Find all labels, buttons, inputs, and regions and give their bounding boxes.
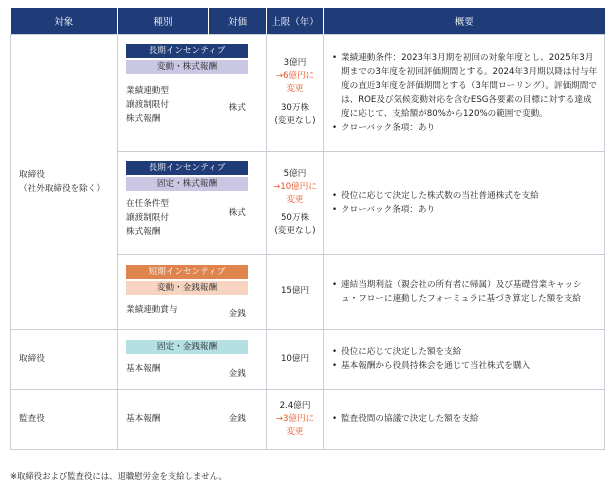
incentive-tag: 長期インセンティブ bbox=[126, 44, 248, 58]
kind-label: 業績連動型 譲渡制限付 株式報酬 bbox=[126, 85, 169, 124]
target-directors bbox=[11, 34, 118, 329]
kind-cell bbox=[118, 151, 226, 254]
kind-label: 業績連動賞与 bbox=[126, 304, 178, 315]
kind-label: 基本報酬 bbox=[126, 414, 161, 424]
kind-cell bbox=[118, 389, 209, 449]
summary-item: • クローバック条項：あり bbox=[332, 121, 598, 135]
limit-cell: 15億円 bbox=[267, 254, 324, 329]
incentive-tag: 長期インセンティブ bbox=[126, 161, 248, 175]
table-row bbox=[11, 329, 605, 389]
compensation-type-label: 変動・株式報酬 bbox=[126, 60, 248, 74]
limit-change: →6億円に 変更 bbox=[275, 71, 315, 94]
limit-cell: 10億円 bbox=[267, 329, 324, 389]
header-summary: 概要 bbox=[324, 8, 605, 34]
summary-item: • 役位に応じて決定した株式数の当社普通株式を支給 bbox=[332, 189, 598, 203]
header-kind: 種別 bbox=[118, 8, 209, 34]
summary-item: • 基本報酬から役員持株会を通じて当社株式を購入 bbox=[332, 359, 598, 373]
kind-label: 基本報酬 bbox=[126, 363, 161, 374]
pay-cell: 金銭 bbox=[209, 254, 267, 329]
table-row bbox=[11, 389, 605, 449]
summary-item: • 監査役間の協議で決定した額を支給 bbox=[332, 412, 598, 426]
compensation-table-wrapper bbox=[10, 8, 604, 450]
target-directors-all: 取締役 bbox=[11, 329, 118, 389]
header-target: 対象 bbox=[11, 8, 118, 34]
limit-change: →10億円に 変更 bbox=[273, 181, 317, 205]
limit-cell bbox=[267, 34, 324, 151]
incentive-tag: 短期インセンティブ bbox=[126, 265, 248, 279]
compensation-type-label: 固定・金銭報酬 bbox=[126, 340, 248, 354]
summary-cell bbox=[324, 151, 605, 254]
summary-item: • 業績連動条件：2023年3月期を初回の対象年度とし、2025年3月期までの3年度を初回評価期間とする。2024年3月期以降は付与年度の直近3年度を評価期間とする（3年間ローリング）。評価期間では、ROE及び気候変動対応を含むESG各要素の目標に対する達成度に応じて、支給額が80%から120%の範囲で変動。 bbox=[332, 51, 598, 121]
table-header bbox=[11, 8, 605, 34]
header-limit: 上限（年） bbox=[267, 8, 324, 34]
kind-cell bbox=[118, 329, 218, 389]
kind-cell bbox=[118, 34, 226, 151]
limit-cell bbox=[267, 151, 324, 254]
pay-cell: 金銭 bbox=[209, 329, 267, 389]
pay-cell: 株式 bbox=[209, 151, 267, 254]
table-row bbox=[11, 34, 605, 151]
limit-old: 2.4億円 bbox=[279, 400, 311, 411]
target-auditors: 監査役 bbox=[11, 389, 118, 449]
summary-cell bbox=[324, 329, 605, 389]
kind-cell bbox=[118, 254, 226, 329]
summary-cell bbox=[324, 34, 605, 151]
limit-shares: 50万株 (変更なし) bbox=[274, 212, 316, 236]
compensation-type-label: 固定・株式報酬 bbox=[126, 177, 248, 191]
summary-item: • 役位に応じて決定した額を支給 bbox=[332, 345, 598, 359]
limit-shares: 30万株 (変更なし) bbox=[274, 103, 316, 126]
limit-old: 3億円 bbox=[283, 58, 307, 68]
summary-item: • 連結当期利益（親会社の所有者に帰属）及び基礎営業キャッシュ・フローに連動したフォーミュラに基づき算定した額を支給 bbox=[332, 278, 598, 306]
target-directors-label: 取締役 （社外取締役を除く） bbox=[19, 169, 105, 194]
header-pay: 対価 bbox=[209, 8, 267, 34]
kind-label: 在任条件型 譲渡制限付 株式報酬 bbox=[126, 198, 169, 237]
compensation-table bbox=[10, 8, 605, 450]
pay-cell: 金銭 bbox=[209, 389, 267, 449]
compensation-type-label: 変動・金銭報酬 bbox=[126, 281, 248, 295]
pay-cell: 株式 bbox=[209, 34, 267, 151]
footnote: ※取締役および監査役には、退職慰労金を支給しません。 bbox=[10, 471, 227, 481]
summary-item: • クローバック条項：あり bbox=[332, 203, 598, 217]
limit-cell bbox=[267, 389, 324, 449]
limit-change: →3億円に 変更 bbox=[275, 413, 315, 437]
summary-cell bbox=[324, 389, 605, 449]
limit-old: 5億円 bbox=[283, 168, 307, 179]
summary-cell bbox=[324, 254, 605, 329]
